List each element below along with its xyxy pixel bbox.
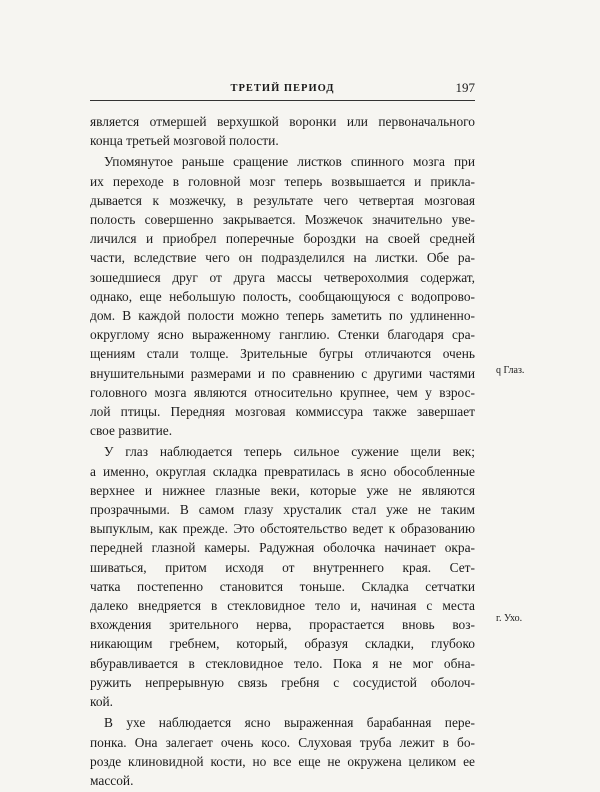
text-line: шиваться, притом исходя от внутреннего края. Сет- bbox=[90, 559, 475, 575]
text-line: У глаз наблюдается теперь сильное сужение щели век; bbox=[104, 444, 475, 460]
text-line: лой птицы. Передняя мозговая коммиссура также завершает bbox=[90, 404, 475, 420]
text-line: внушительными размерами и по сравнению с другими частями bbox=[90, 365, 475, 381]
text-line: головного мозга являются относительно крупнее, чем у взрос- bbox=[90, 384, 475, 400]
text-line: а именно, округлая складка превратилась в ясно обособленные bbox=[90, 463, 475, 479]
text-line: никающим гребнем, который, образуя складки, глубоко bbox=[90, 636, 475, 652]
paragraph bbox=[90, 152, 475, 440]
page-number: 197 bbox=[455, 80, 475, 95]
text-line: верхнее и нижнее глазные веки, которые уже не являются bbox=[90, 482, 475, 498]
text-line: полость совершенно закрывается. Мозжечок значительно уве- bbox=[90, 212, 475, 228]
header-rule bbox=[90, 100, 475, 101]
text-line: В ухе наблюдается ясно выраженная барабанная пере- bbox=[104, 715, 475, 731]
text-line: щениям стали толще. Зрительные бугры отличаются очень bbox=[90, 346, 475, 362]
text-line: розде клиновидной кости, но все еще не окружена целиком ее bbox=[90, 753, 475, 769]
text-line: передней глазной камеры. Радужная оболочка начинает окра- bbox=[90, 540, 475, 556]
text-line: массой. bbox=[90, 772, 134, 788]
text-line: свое развитие. bbox=[90, 423, 173, 439]
text-line: далеко внедряется в стекловидное тело и, начиная с места bbox=[90, 598, 475, 614]
text-line: дом. В каждой полости можно теперь заметить по удлиненно- bbox=[90, 308, 475, 324]
paragraph bbox=[90, 112, 475, 150]
paragraph bbox=[90, 442, 475, 711]
text-line: ружить непрерывную связь гребня с сосудистой оболоч- bbox=[90, 674, 475, 690]
text-line: кой. bbox=[90, 694, 114, 710]
text-line: их переходе в головной мозг теперь возвышается и прикла- bbox=[90, 173, 475, 189]
text-line: округлому ясно выраженному ганглию. Стенки благодаря сра- bbox=[90, 327, 475, 343]
text-line: части, вследствие чего он подразделился на листки. Обе ра- bbox=[90, 250, 475, 266]
text-line: однако, еще небольшую полость, сообщающуюся с водопрово- bbox=[90, 288, 475, 304]
margin-note-ear: г. Ухо. bbox=[496, 613, 523, 624]
text-line: прозрачными. В самом глазу хрусталик стал уже не таким bbox=[90, 502, 475, 518]
margin-note-eye: q Глаз. bbox=[496, 365, 525, 376]
text-line: вбуравливается в стекловидное тело. Пока я не мог обна- bbox=[90, 655, 475, 671]
text-line: личился и приобрел поперечные бороздки на своей средней bbox=[90, 231, 475, 247]
text-line: конца третьей мозговой полости. bbox=[90, 133, 279, 149]
text-line: понка. Она залегает очень косо. Слуховая труба лежит в бо- bbox=[90, 734, 475, 750]
page-header bbox=[90, 80, 475, 100]
text-line: Упомянутое раньше сращение листков спинного мозга при bbox=[104, 154, 475, 170]
text-line: вхождения зрительного нерва, прорастается вновь воз- bbox=[90, 617, 475, 633]
text-line: зошедшиеся друг от друга массы четверохолмия содержат, bbox=[90, 269, 475, 285]
paragraph bbox=[90, 713, 475, 790]
text-line: чатка постепенно становится тоньше. Складка сетчатки bbox=[90, 578, 475, 594]
text-line: дывается к мозжечку, в результате чего четвертая мозговая bbox=[90, 192, 475, 208]
text-line: является отмершей верхушкой воронки или первоначального bbox=[90, 114, 475, 129]
running-title: ТРЕТИЙ ПЕРИОД bbox=[230, 83, 335, 94]
text-line: выпуклым, как прежде. Это обстоятельство ведет к образованию bbox=[90, 521, 475, 537]
body-text bbox=[90, 112, 475, 792]
